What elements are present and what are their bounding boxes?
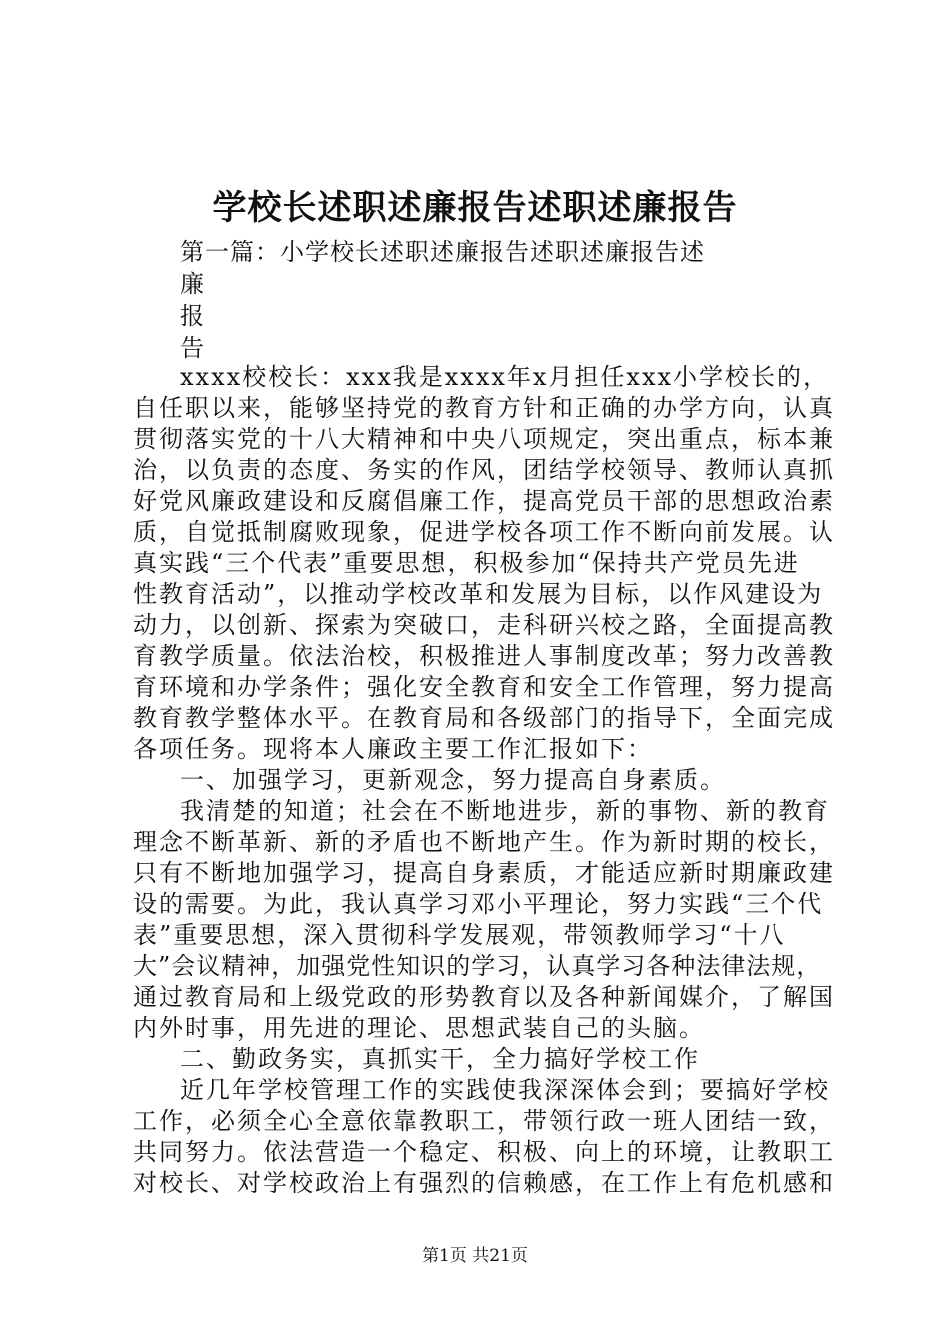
subtitle-line: 告 bbox=[180, 334, 205, 362]
body-line: 共同努力。依法营造一个稳定、积极、向上的环境，让教职工 bbox=[133, 1138, 835, 1166]
body-line: 真实践“三个代表”重要思想，积极参加“保持共产党员先进 bbox=[133, 549, 800, 577]
subtitle-line: 报 bbox=[180, 302, 205, 330]
section-heading: 二、勤政务实，真抓实干，全力搞好学校工作 bbox=[180, 1045, 700, 1073]
body-line: 表”重要思想，深入贯彻科学发展观，带领教师学习“十八 bbox=[133, 921, 786, 949]
body-line: 教育教学整体水平。在教育局和各级部门的指导下，全面完成 bbox=[133, 704, 835, 732]
body-line: 贯彻落实党的十八大精神和中央八项规定，突出重点，标本兼 bbox=[133, 425, 835, 453]
body-line: 好党风廉政建设和反腐倡廉工作，提高党员干部的思想政治素 bbox=[133, 487, 835, 515]
body-line: 对校长、对学校政治上有强烈的信赖感，在工作上有危机感和 bbox=[133, 1169, 835, 1197]
body-line: 自任职以来，能够坚持党的教育方针和正确的办学方向，认真 bbox=[133, 394, 835, 422]
body-line: 设的需要。为此，我认真学习邓小平理论，努力实践“三个代 bbox=[133, 890, 824, 918]
body-line: 大”会议精神，加强党性知识的学习，认真学习各种法律法规， bbox=[133, 952, 822, 980]
body-line: 育环境和办学条件；强化安全教育和安全工作管理，努力提高 bbox=[133, 673, 835, 701]
body-line: 理念不断革新、新的矛盾也不断地产生。作为新时期的校长， bbox=[133, 828, 835, 856]
body-line: xxxx校校长：xxx我是xxxx年x月担任xxx小学校长的， bbox=[180, 363, 830, 391]
body-line: 动力，以创新、探索为突破口，走科研兴校之路，全面提高教 bbox=[133, 611, 835, 639]
body-line: 我清楚的知道；社会在不断地进步，新的事物、新的教育 bbox=[180, 797, 830, 825]
section-heading: 一、加强学习，更新观念，努力提高自身素质。 bbox=[180, 766, 726, 794]
body-line: 内外时事，用先进的理论、思想武装自己的头脑。 bbox=[133, 1014, 705, 1042]
body-line: 只有不断地加强学习，提高自身素质，才能适应新时期廉政建 bbox=[133, 859, 835, 887]
body-line: 近几年学校管理工作的实践使我深深体会到；要搞好学校 bbox=[180, 1076, 830, 1104]
subtitle-line: 第一篇：小学校长述职述廉报告述职述廉报告述 bbox=[180, 238, 705, 266]
body-line: 育教学质量。依法治校，积极推进人事制度改革；努力改善教 bbox=[133, 642, 835, 670]
subtitle-line: 廉 bbox=[180, 270, 205, 298]
document-title: 学校长述职述廉报告述职述廉报告 bbox=[212, 188, 738, 228]
body-line: 质，自觉抵制腐败现象，促进学校各项工作不断向前发展。认 bbox=[133, 518, 835, 546]
page-number-footer: 第1页 共21页 bbox=[422, 1246, 528, 1266]
body-line: 治，以负责的态度、务实的作风，团结学校领导、教师认真抓 bbox=[133, 456, 835, 484]
body-line: 各项任务。现将本人廉政主要工作汇报如下： bbox=[133, 735, 653, 763]
body-line: 工作，必须全心全意依靠教职工，带领行政一班人团结一致， bbox=[133, 1107, 835, 1135]
body-line: 性教育活动”，以推动学校改革和发展为目标，以作风建设为 bbox=[133, 580, 824, 608]
body-line: 通过教育局和上级党政的形势教育以及各种新闻媒介，了解国 bbox=[133, 983, 835, 1011]
